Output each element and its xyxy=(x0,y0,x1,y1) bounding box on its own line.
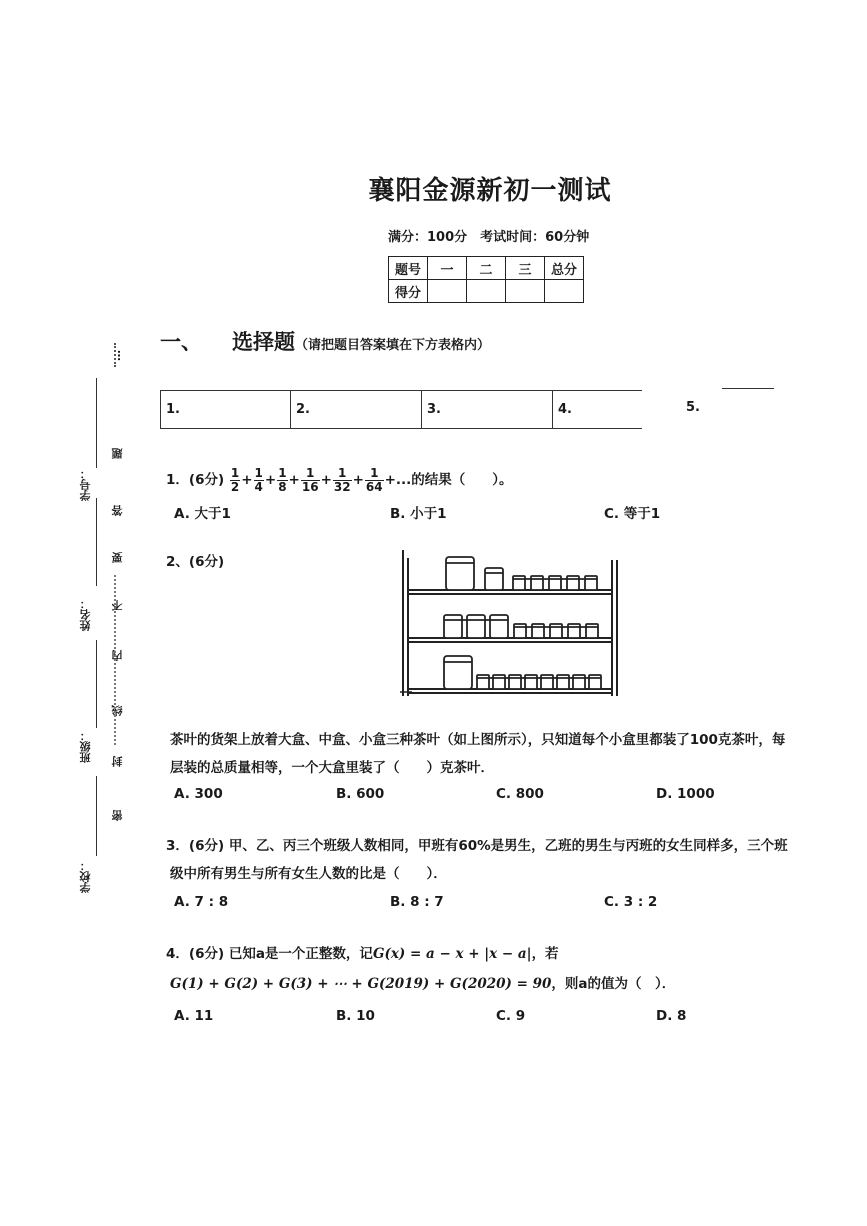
question-1-suffix: +...的结果（ ）。 xyxy=(384,472,513,488)
score-entry[interactable] xyxy=(467,280,506,303)
score-cell: 题号 xyxy=(389,257,428,280)
q2-option-c[interactable]: C. 800 xyxy=(496,786,544,802)
side-char: 内 xyxy=(111,650,124,661)
small-tea-box xyxy=(525,675,537,689)
question-1: 1．(6分) $\frac{1}{2}$ + $\frac{1}{4}$ + $\frac{1}{8}$ + $\frac{1}{16}$ + $\frac{1}{32}$ + $\frac{1}{64}$ +...的结果（ ）。 xyxy=(166,465,513,494)
score-cell: 得分 xyxy=(389,280,428,303)
medium-tea-box xyxy=(485,568,503,590)
side-char: 要 xyxy=(111,552,124,563)
shelf-board xyxy=(408,638,612,642)
numerator: 1 xyxy=(278,465,287,480)
name-label: 姓名： xyxy=(79,598,92,631)
small-tea-box xyxy=(509,675,521,689)
answer-box-4[interactable]: 4. xyxy=(558,402,572,417)
question-4-line2 xyxy=(170,970,675,998)
side-char: 题 xyxy=(111,448,124,459)
grid-line xyxy=(160,390,161,428)
exam-meta: 满分：100分 考试时间：60分钟 xyxy=(388,230,590,245)
question-4-line1 xyxy=(166,940,559,968)
q1-option-b[interactable]: B. 小于1 xyxy=(390,506,447,522)
grid-line xyxy=(290,390,291,428)
small-tea-box xyxy=(557,675,569,689)
denominator: 16 xyxy=(301,479,319,494)
score-table-score-row xyxy=(389,280,584,303)
small-tea-box xyxy=(493,675,505,689)
section-note: （请把题目答案填在下方表格内） xyxy=(295,338,491,353)
q3-option-c[interactable]: C. 3 : 2 xyxy=(604,894,658,910)
numerator: 1 xyxy=(365,467,384,481)
score-cell: 一 xyxy=(428,257,467,280)
question-4-suffix: ，若 xyxy=(531,946,559,962)
small-tea-box xyxy=(477,675,489,689)
small-tea-box xyxy=(532,624,544,638)
q4-option-a[interactable]: A. 11 xyxy=(174,1008,214,1024)
grid-line xyxy=(160,390,642,391)
fraction xyxy=(333,467,352,494)
shelf-board xyxy=(408,590,612,594)
question-1-prefix: 1．(6分) xyxy=(166,472,225,488)
grid-line xyxy=(160,428,642,429)
student-id-label: 学号： xyxy=(79,468,92,501)
question-4-ask: ，则a的值为（ ）． xyxy=(551,976,676,992)
class-label: 班级： xyxy=(79,730,92,763)
section-heading xyxy=(160,326,490,356)
q4-option-d[interactable]: D. 8 xyxy=(656,1008,687,1024)
page-title: 襄阳金源新初一测试 xyxy=(368,176,612,206)
tea-shelf-illustration xyxy=(400,548,622,700)
grid-line xyxy=(722,388,774,389)
section-title: 选择题 xyxy=(232,330,295,354)
small-tea-box xyxy=(514,624,526,638)
small-tea-box xyxy=(550,624,562,638)
q4-option-b[interactable]: B. 10 xyxy=(336,1008,375,1024)
dotted-line xyxy=(114,575,118,745)
denominator: 4 xyxy=(254,479,263,494)
fraction xyxy=(277,467,287,494)
q3-option-a[interactable]: A. 7 : 8 xyxy=(174,894,229,910)
medium-tea-box xyxy=(467,615,485,638)
grid-line xyxy=(552,390,553,428)
large-tea-box xyxy=(444,656,472,689)
answer-box-1[interactable]: 1. xyxy=(166,402,180,417)
q3-option-b[interactable]: B. 8 : 7 xyxy=(390,894,444,910)
side-char: 答 xyxy=(111,505,124,516)
answer-box-5[interactable]: 5. xyxy=(686,400,700,415)
binding-line xyxy=(96,640,97,728)
fraction xyxy=(254,467,264,494)
q2-option-d[interactable]: D. 1000 xyxy=(656,786,715,802)
score-entry[interactable] xyxy=(545,280,584,303)
small-tea-box xyxy=(589,675,601,689)
small-tea-box xyxy=(541,675,553,689)
small-tea-box xyxy=(513,576,525,590)
section-number: 一、 xyxy=(160,330,202,354)
side-char: 线 xyxy=(111,705,124,716)
denominator: 64 xyxy=(365,479,383,494)
score-cell: 二 xyxy=(467,257,506,280)
q1-option-c[interactable]: C. 等于1 xyxy=(604,506,661,522)
denominator: 8 xyxy=(278,479,287,494)
side-char: … xyxy=(110,350,123,361)
side-char: 封 xyxy=(111,756,124,767)
small-tea-box xyxy=(549,576,561,590)
binding-line xyxy=(96,378,97,468)
small-tea-box xyxy=(585,576,597,590)
small-tea-box xyxy=(567,576,579,590)
answer-box-3[interactable]: 3. xyxy=(427,402,441,417)
large-tea-box xyxy=(446,557,474,590)
answer-box-2[interactable]: 2. xyxy=(296,402,310,417)
question-2-text-line2: 层装的总质量相等，一个大盒里装了（ ）克茶叶． xyxy=(170,760,494,776)
numerator: 1 xyxy=(254,465,263,480)
side-char: 密 xyxy=(111,810,124,821)
small-tea-box xyxy=(573,675,585,689)
question-4-sum-formula: G(1) + G(2) + G(3) + ⋯ + G(2019) + G(2020) = 90 xyxy=(170,976,552,992)
grid-line xyxy=(421,390,422,428)
small-tea-box xyxy=(531,576,543,590)
score-entry[interactable] xyxy=(506,280,545,303)
question-4-prefix: 4．(6分) 已知a是一个正整数，记 xyxy=(166,946,373,962)
school-label: 学校： xyxy=(79,860,92,893)
denominator: 32 xyxy=(333,479,351,494)
question-3-text-line2: 级中所有男生与所有女生人数的比是（ ）． xyxy=(170,866,447,882)
fraction xyxy=(301,467,320,494)
small-tea-box xyxy=(586,624,598,638)
q4-option-c[interactable]: C. 9 xyxy=(496,1008,526,1024)
small-tea-box xyxy=(568,624,580,638)
medium-tea-box xyxy=(444,615,462,638)
medium-tea-box xyxy=(490,615,508,638)
binding-line xyxy=(96,776,97,856)
q2-option-b[interactable]: B. 600 xyxy=(336,786,385,802)
score-entry[interactable] xyxy=(428,280,467,303)
question-3-text-line1: 3．(6分) 甲、乙、丙三个班级人数相同，甲班有60%是男生，乙班的男生与丙班的女生同样多，三个班 xyxy=(166,838,788,854)
q2-option-a[interactable]: A. 300 xyxy=(174,786,223,802)
denominator: 2 xyxy=(230,479,240,494)
numerator: 1 xyxy=(230,465,240,480)
score-cell: 三 xyxy=(506,257,545,280)
question-2-prefix: 2、(6分) xyxy=(166,554,225,570)
score-table xyxy=(388,256,584,303)
question-2-text-line1: 茶叶的货架上放着大盒、中盒、小盒三种茶叶（如上图所示），只知道每个小盒里都装了100克茶叶，每 xyxy=(170,732,786,748)
score-table-header-row xyxy=(389,257,584,280)
fraction xyxy=(230,467,240,494)
numerator: 1 xyxy=(333,467,352,481)
score-cell: 总分 xyxy=(545,257,584,280)
numerator: 1 xyxy=(301,467,320,481)
binding-line xyxy=(96,498,97,586)
q1-option-a[interactable]: A. 大于1 xyxy=(174,506,231,522)
side-char: 不 xyxy=(111,600,124,611)
fraction xyxy=(365,467,384,494)
question-4-formula: G(x) = a − x + |x − a| xyxy=(372,946,532,962)
